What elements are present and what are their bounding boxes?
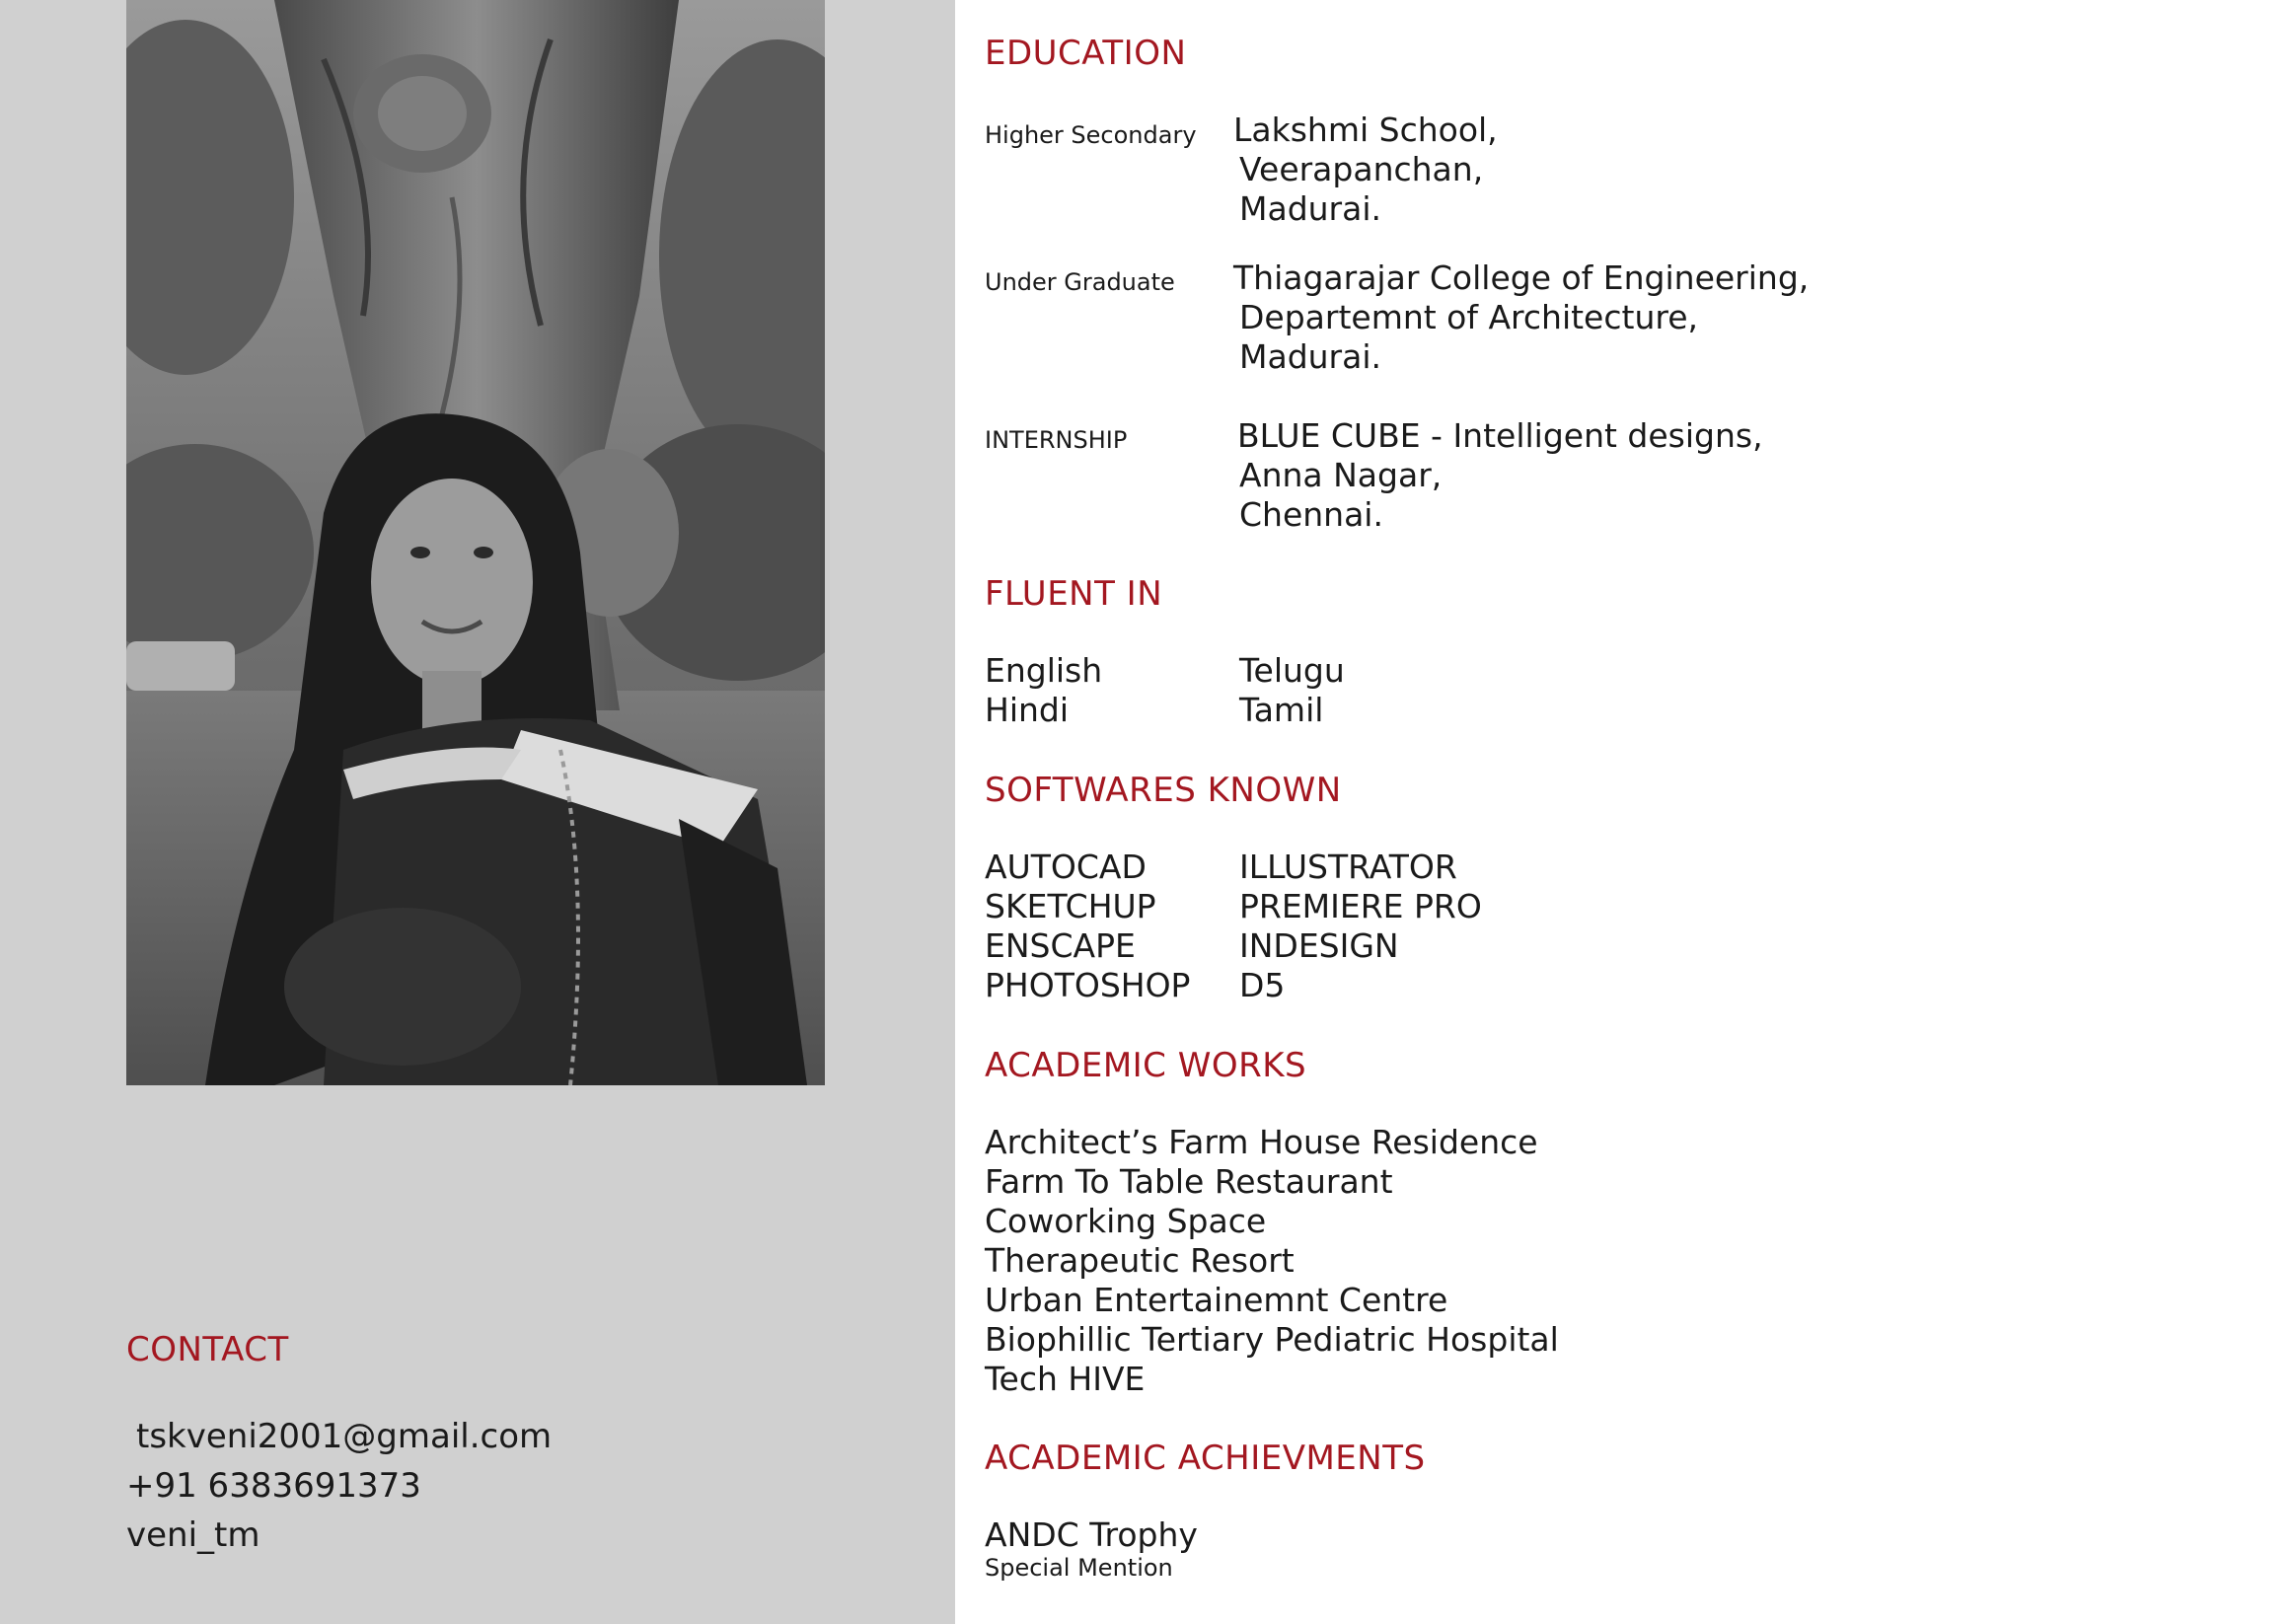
education-detail-higher-secondary xyxy=(1233,111,1498,229)
achievements-heading: ACADEMIC ACHIEVMENTS xyxy=(985,1439,1426,1478)
work-item: Biophillic Tertiary Pediatric Hospital xyxy=(985,1320,1559,1359)
work-item: Architect’s Farm House Residence xyxy=(985,1123,1538,1161)
contact-heading: CONTACT xyxy=(126,1330,289,1369)
education-label-higher-secondary: Higher Secondary xyxy=(985,121,1197,149)
work-item: Farm To Table Restaurant xyxy=(985,1162,1393,1201)
works-list xyxy=(985,1123,1559,1399)
software-item: SKETCHUP xyxy=(985,887,1156,925)
languages-heading: FLUENT IN xyxy=(985,574,1163,614)
software-item: D5 xyxy=(1239,966,1286,1004)
software-item: PHOTOSHOP xyxy=(985,966,1191,1004)
education-line: Lakshmi School, xyxy=(1233,111,1498,149)
software-col-2 xyxy=(1239,848,1482,1005)
language-item: Tamil xyxy=(1239,691,1324,729)
software-item: ENSCAPE xyxy=(985,926,1136,965)
education-line: Chennai. xyxy=(1239,495,1383,534)
software-item: ILLUSTRATOR xyxy=(1239,848,1457,886)
achievement-subtitle: Special Mention xyxy=(985,1554,1173,1582)
work-item: Coworking Space xyxy=(985,1202,1267,1240)
software-item: PREMIERE PRO xyxy=(1239,887,1482,925)
work-item: Therapeutic Resort xyxy=(985,1241,1295,1280)
achievement-title: ANDC Trophy xyxy=(985,1515,1198,1554)
contact-handle[interactable]: veni_tm xyxy=(126,1515,260,1555)
education-line: Thiagarajar College of Engineering, xyxy=(1233,258,1810,297)
work-item: Tech HIVE xyxy=(985,1360,1146,1398)
contact-phone[interactable]: +91 6383691373 xyxy=(126,1466,421,1506)
education-line: Anna Nagar, xyxy=(1239,456,1443,494)
work-item: Urban Entertainemnt Centre xyxy=(985,1281,1448,1319)
software-item: AUTOCAD xyxy=(985,848,1147,886)
software-heading: SOFTWARES KNOWN xyxy=(985,771,1342,810)
languages-col-1 xyxy=(985,651,1102,730)
education-label-internship: INTERNSHIP xyxy=(985,426,1128,454)
education-line: Madurai. xyxy=(1239,337,1382,376)
portrait-illustration xyxy=(126,0,825,1085)
language-item: Hindi xyxy=(985,691,1070,729)
portrait-photo xyxy=(126,0,825,1085)
education-line: Madurai. xyxy=(1239,189,1382,228)
education-line: Veerapanchan, xyxy=(1239,150,1484,188)
contact-email[interactable]: tskveni2001@gmail.com xyxy=(136,1417,553,1456)
education-line: Departemnt of Architecture, xyxy=(1239,298,1698,336)
languages-col-2 xyxy=(1239,651,1345,730)
language-item: English xyxy=(985,651,1103,690)
education-label-under-graduate: Under Graduate xyxy=(985,268,1175,296)
language-item: Telugu xyxy=(1239,651,1345,690)
works-heading: ACADEMIC WORKS xyxy=(985,1046,1307,1085)
education-detail-under-graduate xyxy=(1233,258,1809,377)
software-item: INDESIGN xyxy=(1239,926,1399,965)
education-heading: EDUCATION xyxy=(985,34,1187,73)
education-detail-internship xyxy=(1237,416,1763,535)
software-col-1 xyxy=(985,848,1190,1005)
education-line: BLUE CUBE - Intelligent designs, xyxy=(1237,416,1763,455)
